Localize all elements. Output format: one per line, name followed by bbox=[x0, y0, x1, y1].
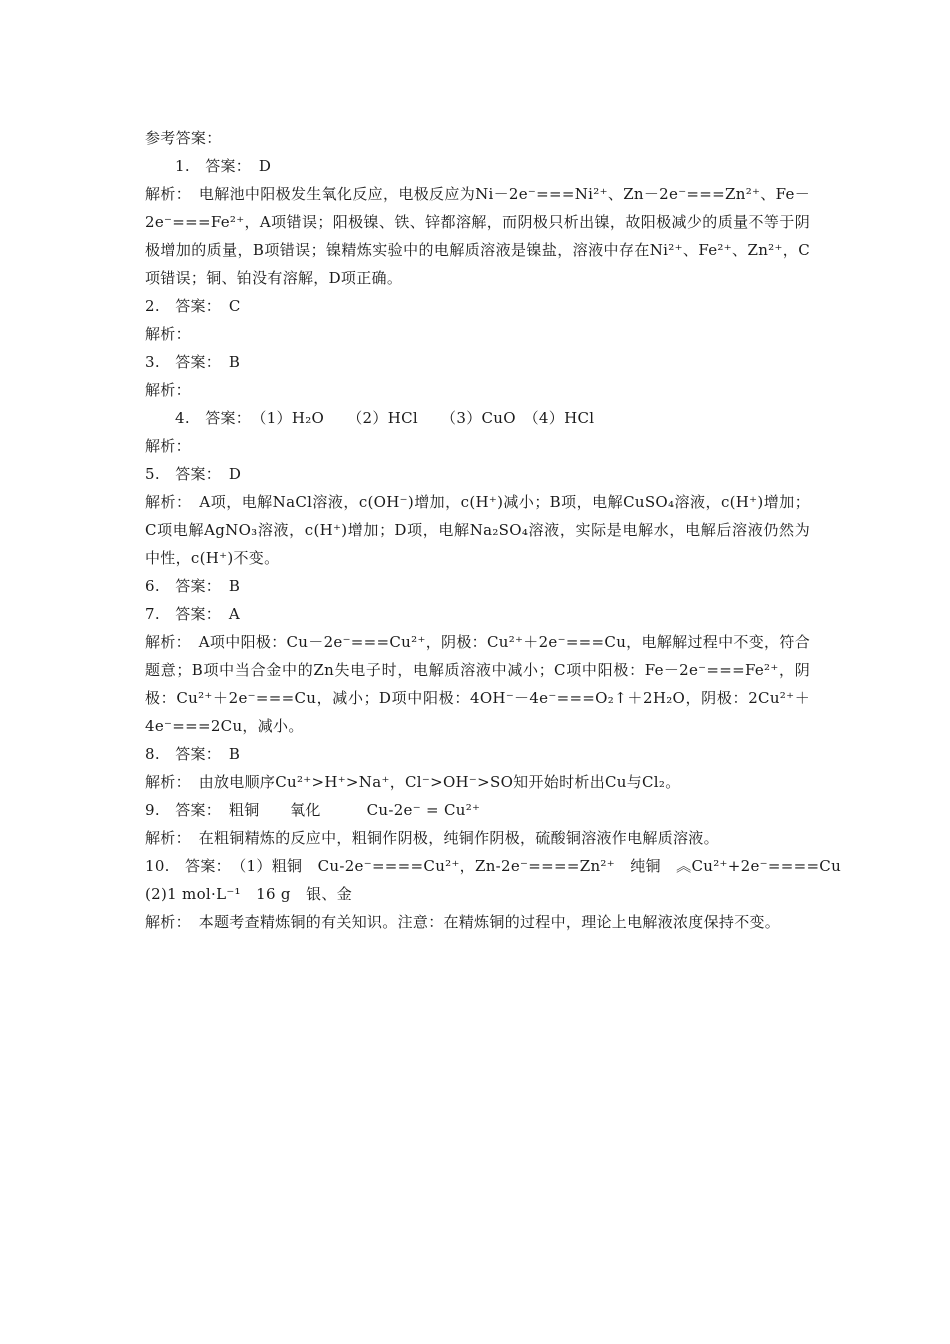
answer-3: 3. 答案： B bbox=[145, 353, 241, 371]
analysis-8: 解析： 由放电顺序Cu²⁺>H⁺>Na⁺，Cl⁻>OH⁻>SO知开始时析出Cu与Cl₂。 bbox=[145, 773, 681, 791]
analysis-4: 解析： bbox=[145, 437, 191, 455]
analysis-1: 解析： 电解池中阳极发生氧化反应，电极反应为Ni－2e⁻===Ni²⁺、Zn－2e⁻===Zn²⁺、Fe－2e⁻===Fe²⁺，A项错误；阳极镍、铁、锌都溶解，而阴极只析出镍，故阳极减少的质量不等于阴极增加的质量，B项错误；镍精炼实验中的电解质溶液是镍盐，溶液中存在Ni²⁺、Fe²⁺、Zn²⁺，C项错误；铜、铂没有溶解，D项正确。 bbox=[145, 185, 810, 287]
answer-10: 10. 答案： （1）粗铜 Cu-2e⁻====Cu²⁺，Zn-2e⁻====Zn²⁺ 纯铜 ︽Cu²⁺+2e⁻====Cu bbox=[145, 857, 842, 875]
answer-2: 2. 答案： C bbox=[145, 297, 241, 315]
analysis-3: 解析： bbox=[145, 381, 191, 399]
analysis-7: 解析： A项中阳极：Cu－2e⁻===Cu²⁺，阴极：Cu²⁺＋2e⁻===Cu，电解解过程中不变，符合题意；B项中当合金中的Zn失电子时，电解质溶液中减小；C项中阳极：Fe－2e⁻===Fe²⁺，阴极：Cu²⁺＋2e⁻===Cu，减小；D项中阳极：4OH⁻－4e⁻===O₂↑＋2H₂O，阴极：2Cu²⁺＋4e⁻===2Cu，减小。 bbox=[145, 633, 810, 735]
answer-key bbox=[145, 124, 842, 936]
answer-8: 8. 答案： B bbox=[145, 745, 241, 763]
analysis-10: 解析： 本题考查精炼铜的有关知识。注意：在精炼铜的过程中，理论上电解液浓度保持不变。 bbox=[145, 913, 781, 931]
answer-10-part-2: (2)1 mol·L⁻¹ 16 g 银、金 bbox=[145, 885, 353, 903]
answer-9: 9. 答案： 粗铜 氧化 Cu-2e⁻ = Cu²⁺ bbox=[145, 801, 481, 819]
answer-1: 1. 答案： D bbox=[175, 157, 272, 175]
answer-6: 6. 答案： B bbox=[145, 577, 241, 595]
answer-5: 5. 答案： D bbox=[145, 465, 242, 483]
analysis-2: 解析： bbox=[145, 325, 191, 343]
answer-7: 7. 答案： A bbox=[145, 605, 241, 623]
analysis-9: 解析： 在粗铜精炼的反应中，粗铜作阴极，纯铜作阴极，硫酸铜溶液作电解质溶液。 bbox=[145, 829, 719, 847]
analysis-5: 解析： A项，电解NaCl溶液，c(OH⁻)增加，c(H⁺)减小；B项，电解CuSO₄溶液，c(H⁺)增加；C项电解AgNO₃溶液，c(H⁺)增加；D项，电解Na₂SO₄溶液，实际是电解水，电解后溶液仍然为中性，c(H⁺)不变。 bbox=[145, 493, 810, 567]
answer-4: 4. 答案： （1）H₂O （2）HCl （3）CuO （4）HCl bbox=[175, 409, 595, 427]
section-heading: 参考答案： bbox=[145, 129, 222, 147]
